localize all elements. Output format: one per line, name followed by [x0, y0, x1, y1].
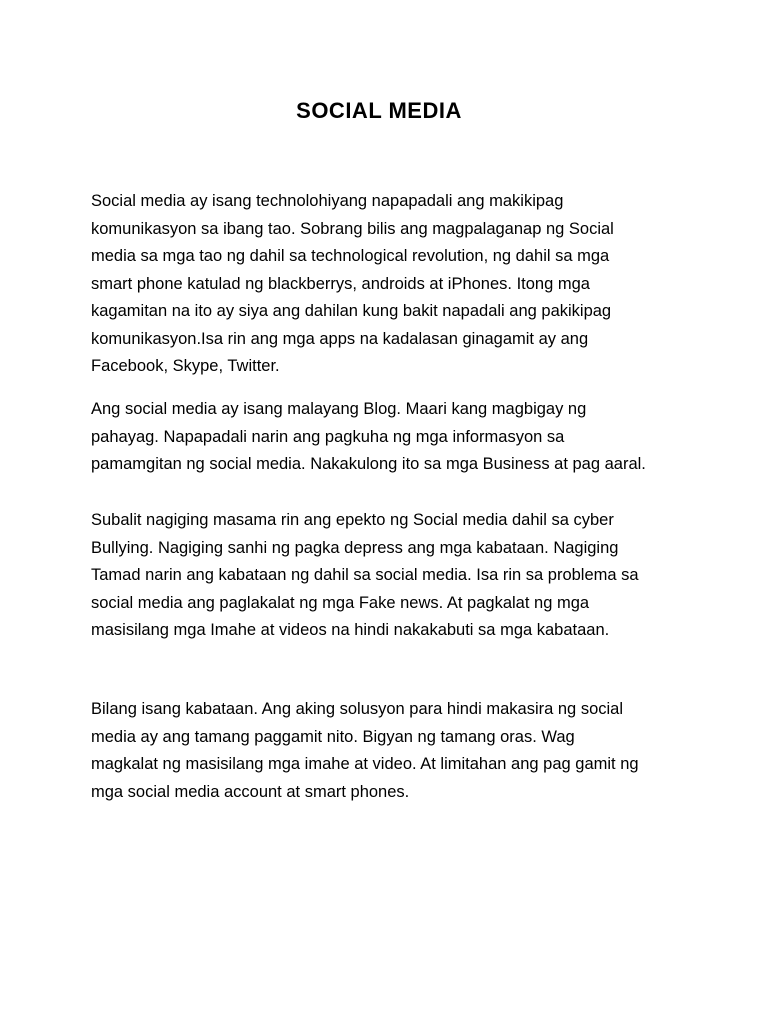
paragraph-blog: Ang social media ay isang malayang Blog. Maari kang magbigay ng pahayag. Napapadali narin ang pagkuha ng mga informasyon sa pamamgitan ng social media. Nakakulong ito sa mga Business at pag aaral.: [91, 400, 646, 473]
paragraph-negative-effects: Subalit nagiging masama rin ang epekto ng Social media dahil sa cyber Bullying. Nagiging sanhi ng pagka depress ang mga kabataan. Nagiging Tamad narin ang kabataan ng dahil sa social media. Isa rin sa problema sa social media ang paglakalat ng mga Fake news. At pagkalat ng mga masisilang mga Imahe at videos na hindi nakakabuti sa mga kabataan.: [91, 511, 639, 639]
paragraph-intro: Social media ay isang technolohiyang napapadali ang makikipag komunikasyon sa ibang tao. Sobrang bilis ang magpalaganap ng Social media sa mga tao ng dahil sa technological revolution, ng dahil sa mga smart phone katulad ng blackberrys, androids at iPhones. Itong mga kagamitan na ito ay siya ang dahilan kung bakit napadali ang pakikipag komunikasyon.Isa rin ang mga apps na kadalasan ginagamit ay ang Facebook, Skype, Twitter.: [91, 192, 614, 375]
paragraph-solution: Bilang isang kabataan. Ang aking solusyon para hindi makasira ng social media ay ang tamang paggamit nito. Bigyan ng tamang oras. Wag magkalat ng masisilang mga imahe at video. At limitahan ang pag gamit ng mga social media account at smart phones.: [91, 700, 639, 801]
page-title: SOCIAL MEDIA: [296, 98, 462, 123]
